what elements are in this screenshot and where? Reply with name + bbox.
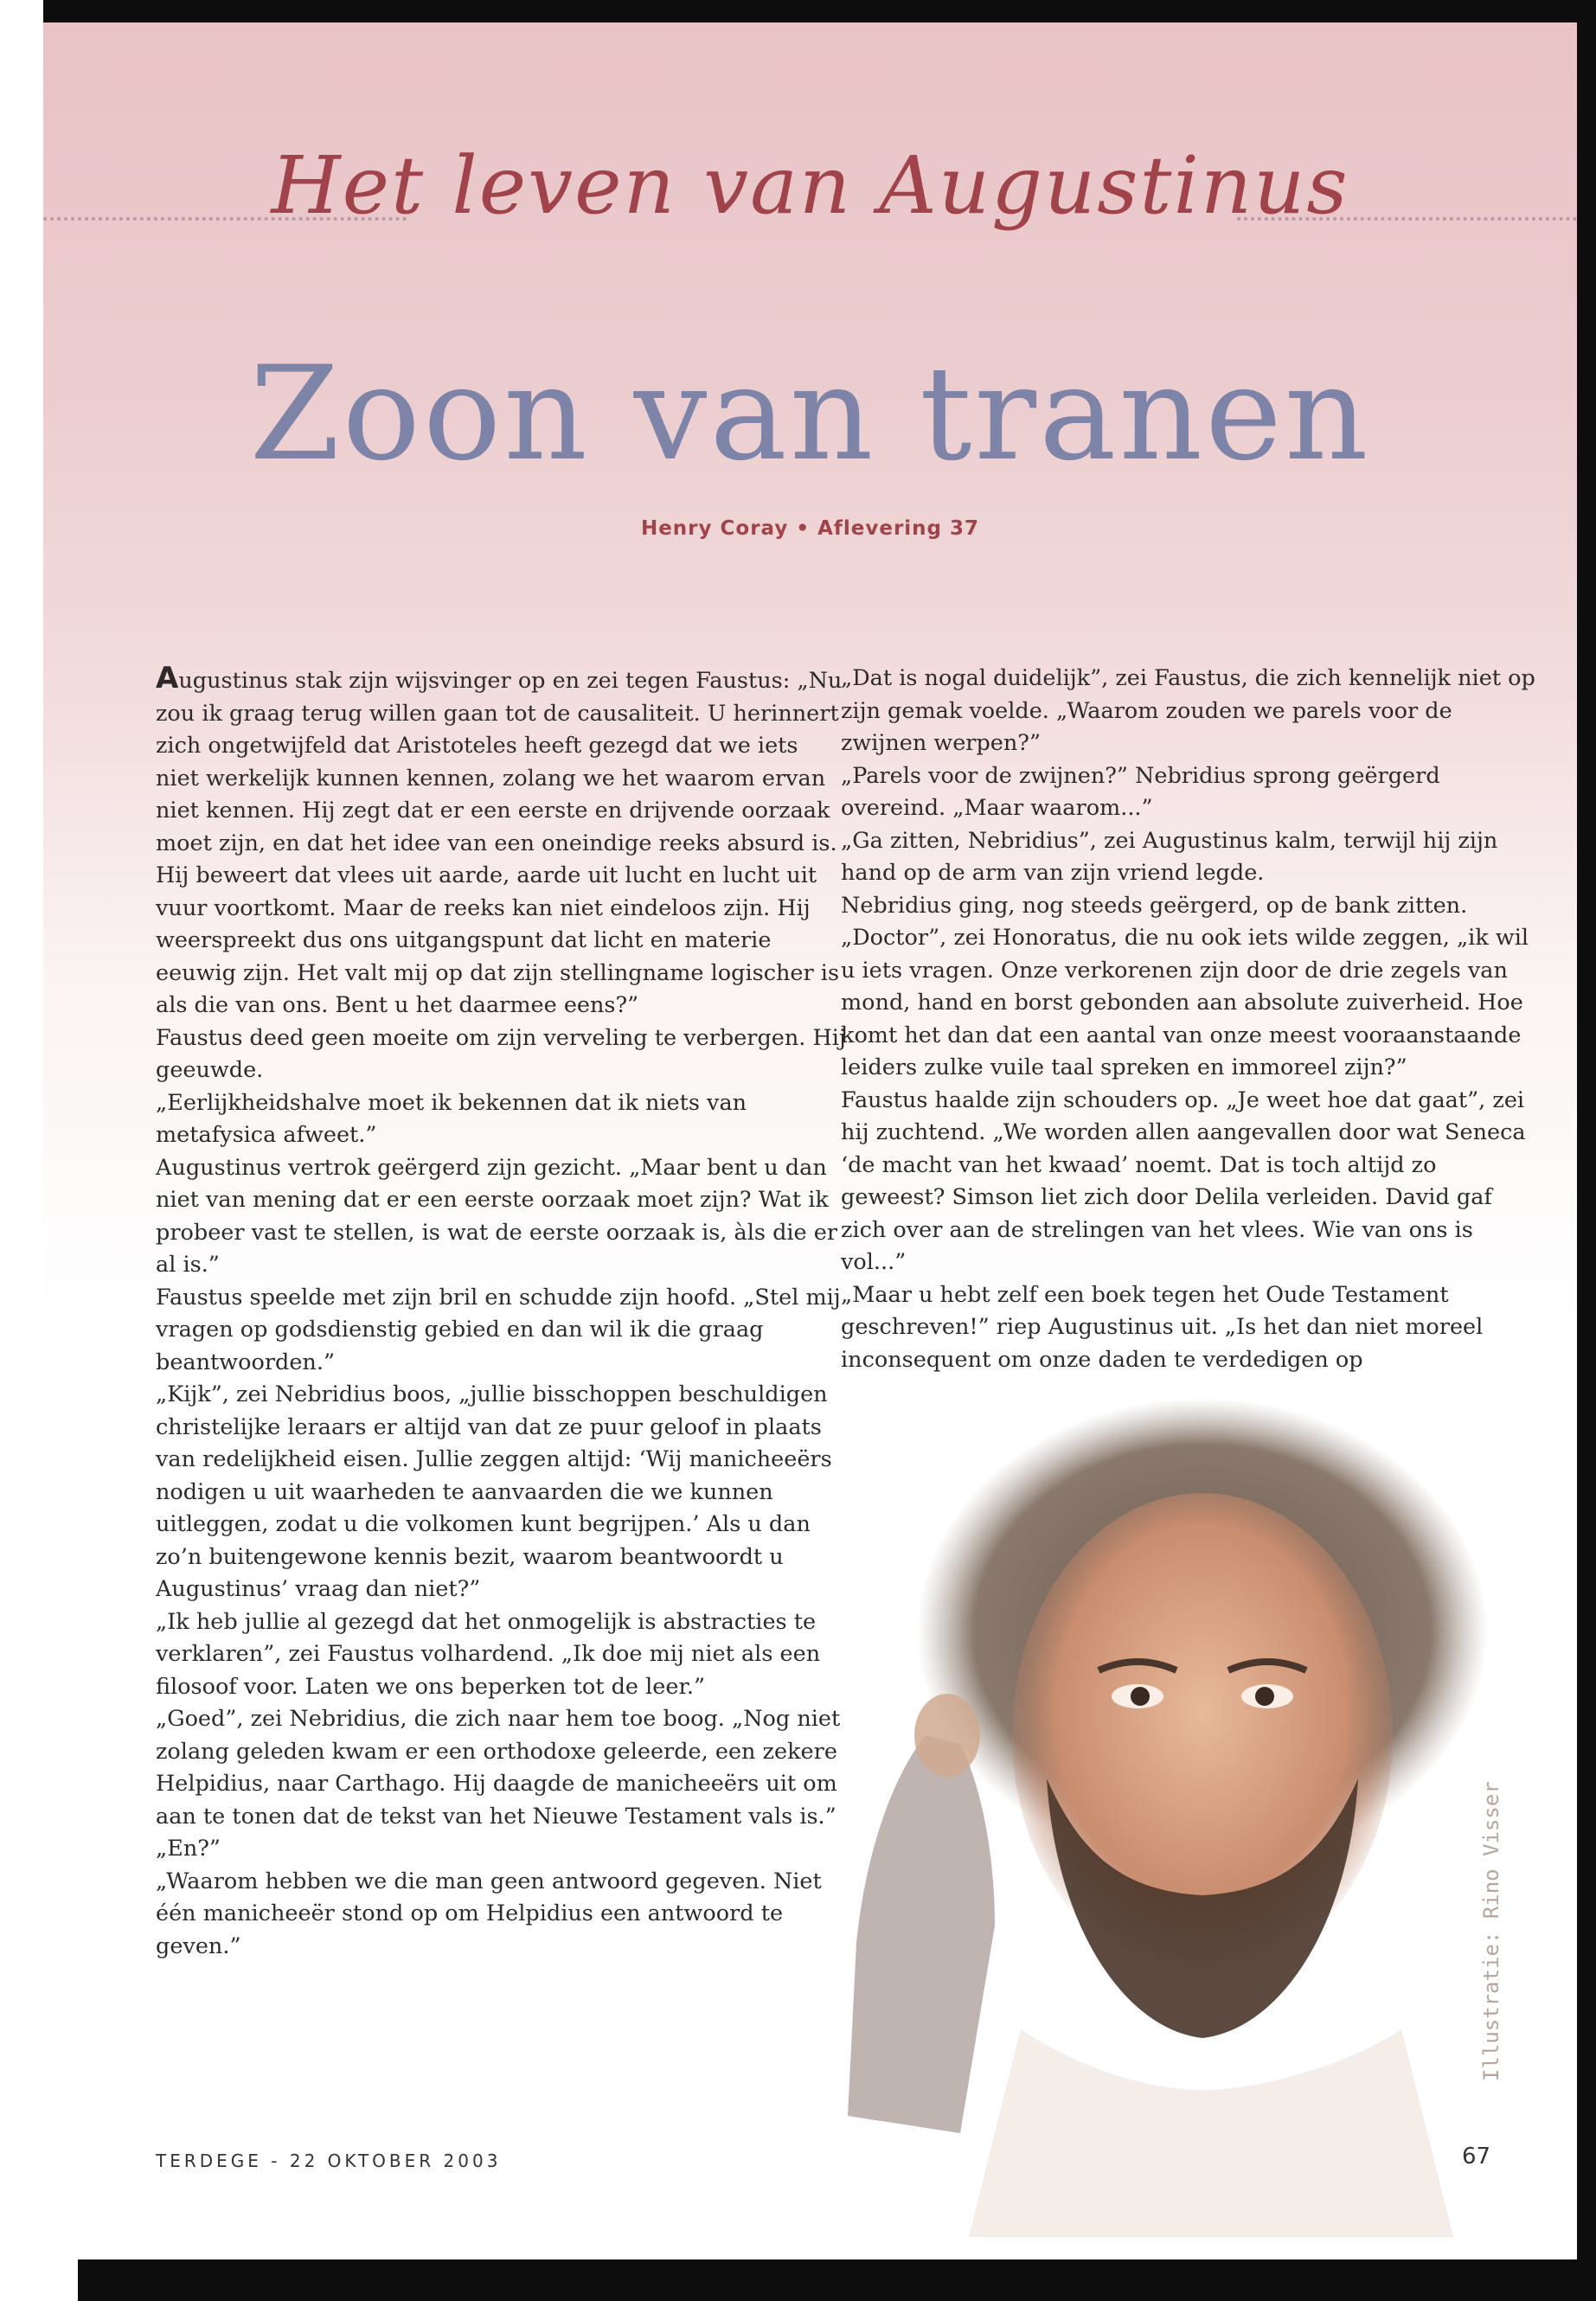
article-title: Zoon van tranen <box>249 339 1371 490</box>
article-paragraph: Faustus haalde zijn schouders op. „Je weet hoe dat gaat”, zei hij zuchtend. „We worden allen aangevallen door wat Seneca ‘de macht van het kwaad’ noemt. Dat is toch altijd zo geweest? Simson liet zich door Delila verleiden. David gaf zich over aan de strelingen van het vlees. Wie van ons is vol...” <box>841 1086 1526 1275</box>
article-paragraph: „Ga zitten, Nebridius”, zei Augustinus kalm, terwijl hij zijn hand op de arm van zijn vriend legde. <box>841 827 1498 886</box>
article-column-left <box>156 663 848 1963</box>
article-paragraph: „Doctor”, zei Honoratus, die nu ook iets wilde zeggen, „ik wil u iets vragen. Onze verkorenen zijn door de drie zegels van mond, hand en borst gebonden aan absolute zuiverheid. Hoe komt het dan dat een aantal van onze meest vooraanstaande leiders zulke vuile taal spreken en immoreel zijn?” <box>841 925 1529 1080</box>
drop-cap: A <box>156 661 179 695</box>
scan-edge-top <box>43 0 1596 22</box>
article-column-right <box>841 663 1542 1376</box>
article-paragraph: „Parels voor de zwijnen?” Nebridius sprong geërgerd overeind. „Maar waarom...” <box>841 762 1440 821</box>
article-paragraph: Augustinus stak zijn wijsvinger op en zei tegen Faustus: „Nu zou ik graag terug willen gaan tot de causaliteit. U herinnert zich ongetwijfeld dat Aristoteles heeft gezegd dat we iets niet werkelijk kunnen kennen, zolang we het waarom ervan niet kennen. Hij zegt dat er een eerste en drijvende oorzaak moet zijn, en dat het idee van een oneindige reeks absurd is. Hij beweert dat vlees uit aarde, aarde uit lucht en lucht uit vuur voortkomt. Maar de reeks kan niet eindeloos zijn. Hij weerspreekt dus ons uitgangspunt dat licht en materie eeuwig zijn. Het valt mij op dat zijn stellingname logischer is als die van ons. Bent u het daarmee eens?” <box>156 661 843 1018</box>
scan-edge-bottom <box>78 2259 1596 2301</box>
article-paragraph: Faustus deed geen moeite om zijn verveling te verbergen. Hij geeuwde. <box>156 1024 846 1083</box>
background-figure <box>848 1694 995 2133</box>
shirt-shape <box>969 2029 1453 2237</box>
article-paragraph: „Waarom hebben we die man geen antwoord gegeven. Niet één manicheeër stond op om Helpidius een antwoord te geven.” <box>156 1868 822 1959</box>
series-title: Het leven van Augustinus <box>271 139 1349 232</box>
article-paragraph: Nebridius ging, nog steeds geërgerd, op de bank zitten. <box>841 892 1468 919</box>
magazine-page <box>43 22 1577 2259</box>
article-paragraph: „Goed”, zei Nebridius, die zich naar hem toe boog. „Nog niet zolang geleden kwam er een orthodoxe geleerde, een zekere Helpidius, naar Carthago. Hij daagde de manicheeërs uit om aan te tonen dat de tekst van het Nieuwe Testament vals is.” <box>156 1706 841 1830</box>
byline: Henry Coray • Aflevering 37 <box>640 517 980 540</box>
article-paragraph: „Dat is nogal duidelijk”, zei Faustus, die zich kennelijk niet op zijn gemak voelde. „Waarom zouden we parels voor de zwijnen werpen?” <box>841 665 1535 756</box>
article-paragraph: „Maar u hebt zelf een boek tegen het Oude Testament geschreven!” riep Augustinus uit. „Is het dan niet moreel inconsequent om onze daden te verdedigen op <box>841 1281 1484 1373</box>
portrait-illustration <box>796 1372 1557 2237</box>
article-paragraph: „Eerlijkheidshalve moet ik bekennen dat ik niets van metafysica afweet.” <box>156 1089 747 1148</box>
page-number: 67 <box>1462 2144 1491 2170</box>
illustration-credit: Illustratie: Rino Visser <box>1479 1781 1503 2081</box>
scan-edge-right <box>1577 0 1596 2301</box>
article-paragraph: „Ik heb jullie al gezegd dat het onmogelijk is abstracties te verklaren”, zei Faustus volhardend. „Ik doe mij niet als een filosoof voor. Laten we ons beperken tot de leer.” <box>156 1608 821 1700</box>
article-paragraph: Faustus speelde met zijn bril en schudde zijn hoofd. „Stel mij vragen op godsdienstig gebied en dan wil ik die graag beantwoorden.” <box>156 1284 841 1375</box>
footer-publication: TERDEGE - 22 OKTOBER 2003 <box>156 2150 502 2171</box>
article-paragraph: „Kijk”, zei Nebridius boos, „jullie bisschoppen beschuldigen christelijke leraars er altijd van dat ze puur geloof in plaats van redelijkheid eisen. Jullie zeggen altijd: ‘Wij manicheeërs nodigen u uit waarheden te aanvaarden die we kunnen uitleggen, zodat u die volkomen kunt begrijpen.’ Als u dan zo’n buitengewone kennis bezit, waarom beantwoordt u Augustinus’ vraag dan niet?” <box>156 1381 832 1602</box>
article-paragraph: Augustinus vertrok geërgerd zijn gezicht. „Maar bent u dan niet van mening dat er een eerste oorzaak moet zijn? Wat ik probeer vast te stellen, is wat de eerste oorzaak is, àls die er al is.” <box>156 1154 838 1278</box>
article-paragraph: „En?” <box>156 1836 221 1862</box>
